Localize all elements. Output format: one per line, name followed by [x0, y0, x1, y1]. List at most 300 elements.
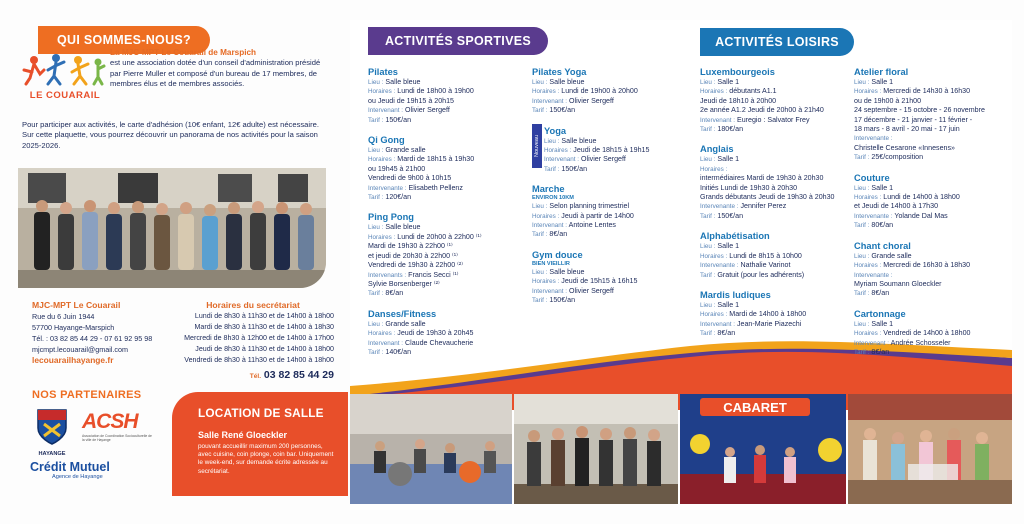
activity-row	[368, 146, 528, 155]
row-value: 25€/composition	[871, 153, 924, 162]
row-value: Selon planning trimestriel	[549, 202, 630, 211]
row-label: Tarif :	[368, 348, 384, 356]
row-value: 150€/an	[549, 296, 576, 305]
activity-row	[854, 116, 1004, 125]
row-value: Sylvie Borsenberger ⁽²⁾	[368, 279, 440, 288]
row-value: Grande salle	[385, 146, 426, 155]
activity-row	[544, 137, 692, 146]
credit-mutuel-logo	[30, 460, 140, 490]
row-label: Horaires :	[700, 165, 728, 173]
activity-row	[854, 221, 1004, 230]
activity-block	[532, 249, 692, 306]
row-label: Intervenant :	[854, 339, 890, 347]
row-value: Vendredi de 19h30 à 22h00 ⁽²⁾	[368, 261, 463, 270]
hours-line: Vendredi de 8h30 à 11h30 et de 14h00 à 18h00	[184, 356, 334, 364]
row-value: Jean-Marie Piazechi	[737, 319, 802, 328]
activity-block	[700, 289, 850, 339]
row-label: Horaires :	[700, 252, 728, 260]
activity-title: Pilates	[368, 67, 398, 77]
couarail-logo	[20, 50, 120, 110]
activity-subtitle: ENVIRON 10KM	[532, 195, 574, 202]
row-label: Intervenante :	[854, 135, 893, 143]
activity-row	[532, 221, 692, 230]
row-label: Tarif :	[544, 165, 560, 173]
row-label: Tarif :	[532, 107, 548, 115]
row-label: Tarif :	[368, 116, 384, 124]
row-label: Horaires :	[368, 88, 396, 96]
activity-block	[700, 230, 850, 280]
row-value: 150€/an	[717, 211, 744, 220]
row-label: Tarif :	[854, 348, 870, 356]
logo-text: LE COUARAIL	[29, 90, 101, 101]
row-label: Intervenant :	[700, 320, 736, 328]
activity-row	[700, 106, 850, 115]
row-value: 150€/an	[385, 115, 412, 124]
row-value: Andrée Schosseler	[890, 338, 951, 347]
activity-row	[700, 125, 850, 134]
activity-row	[368, 165, 528, 174]
row-value: Claude Chevaucherie	[405, 338, 474, 347]
activity-row	[854, 134, 1004, 143]
activity-row	[532, 268, 692, 277]
hayange-crest-logo	[32, 406, 72, 457]
row-label: Tarif :	[532, 297, 548, 305]
activity-row	[854, 261, 1004, 270]
activity-title: Chant choral	[854, 240, 911, 251]
photo-kids	[848, 394, 1012, 504]
row-label: Horaires :	[700, 311, 728, 319]
row-value: Elisabeth Pellenz	[408, 183, 463, 192]
intro-membership: Pour participer aux activités, le carte d'adhésion (10€ enfant, 12€ adulte) est nécessaire. Sur cette plaquette, vous pourrez découvrir un panorama de nos activités pour la saison 2025-2026.	[22, 120, 319, 150]
activity-row	[368, 233, 528, 242]
row-value: Vendredi de 14h00 à 18h00	[883, 329, 971, 338]
row-label: Intervenant :	[700, 116, 736, 124]
row-label: Tarif :	[368, 194, 384, 202]
row-label: Lieu :	[700, 156, 716, 164]
activity-row	[854, 184, 1004, 193]
activity-row	[532, 230, 692, 239]
partners-title: NOS PARTENAIRES	[32, 389, 142, 401]
row-label: Lieu :	[700, 301, 716, 309]
activity-row	[854, 144, 1004, 153]
row-value: Grande salle	[385, 319, 426, 328]
activity-block	[532, 125, 692, 175]
activity-row	[854, 202, 1004, 211]
activity-row	[368, 280, 528, 289]
activity-row	[368, 289, 528, 298]
activity-block	[854, 172, 1004, 231]
activity-row	[368, 252, 528, 261]
activity-row	[532, 277, 692, 286]
activity-block	[368, 66, 528, 125]
activity-row	[532, 78, 692, 87]
row-value: Salle 1	[717, 300, 740, 309]
row-label: Intervenante :	[854, 271, 893, 279]
row-value: Jennifer Perez	[740, 202, 787, 211]
row-label: Lieu :	[544, 137, 560, 145]
activity-row	[854, 252, 1004, 261]
row-label: Intervenant :	[532, 97, 568, 105]
row-value: Salle 1	[717, 242, 740, 251]
row-value: Salle bleue	[385, 223, 421, 232]
activity-row	[368, 87, 528, 96]
activity-subtitle: BIEN VIEILLIR	[532, 260, 570, 267]
hours-line: Mardi de 8h30 à 11h30 et de 14h00 à 18h30	[194, 323, 334, 331]
activity-row	[854, 320, 1004, 329]
activity-row	[368, 261, 528, 270]
activity-title: Gym douce	[532, 249, 583, 260]
row-value: 8€/an	[871, 289, 890, 298]
row-value: Salle 1	[871, 78, 894, 86]
row-value: Mercredi de 16h30 à 18h30	[883, 261, 971, 270]
row-value: Salle bleue	[385, 78, 421, 86]
row-value: 80€/an	[871, 221, 894, 230]
hours-line: Jeudi de 8h30 à 11h30 et de 14h00 à 18h00	[195, 345, 334, 353]
row-value: Mardi de 18h15 à 19h30	[397, 155, 475, 164]
activity-row	[700, 97, 850, 106]
hayange-label: HAYANGE	[38, 451, 66, 457]
row-value: 180€/an	[717, 125, 744, 134]
activity-row	[368, 339, 528, 348]
row-value: Olivier Sergeff	[569, 96, 614, 105]
row-value: Gratuit (pour les adhérents)	[717, 270, 805, 279]
row-value: 17 décembre - 21 janvier - 11 février -	[854, 115, 973, 124]
activity-row	[532, 296, 692, 305]
activity-row	[544, 146, 692, 155]
acsh-text: ACSH	[82, 410, 138, 433]
row-label: Lieu :	[700, 79, 716, 86]
row-value: Lundi de 8h15 à 10h00	[729, 251, 802, 260]
activity-row	[700, 184, 850, 193]
activity-row	[700, 78, 850, 87]
row-label: Horaires :	[544, 147, 572, 155]
row-value: Mercredi de 14h30 à 16h30	[883, 87, 971, 96]
row-value: intermédiaires Mardi de 19h30 à 20h30	[700, 174, 824, 183]
activity-row	[700, 261, 850, 270]
activity-block	[700, 66, 850, 134]
row-value: ou Jeudi de 19h15 à 20h15	[368, 96, 454, 105]
activity-row	[532, 202, 692, 211]
activity-row	[368, 78, 528, 87]
activity-title: Pilates Yoga	[532, 67, 587, 77]
row-label: Intervenant :	[532, 287, 568, 295]
activity-row	[544, 165, 692, 174]
activity-block	[368, 211, 528, 298]
row-value: 8€/an	[549, 230, 568, 239]
activity-title: Cartonnage	[854, 308, 906, 319]
row-value: Initiés Lundi de 19h30 à 20h30	[700, 183, 798, 192]
location-name: Salle René Gloeckler	[198, 430, 288, 440]
row-label: Intervenant :	[544, 156, 580, 164]
activity-row	[544, 155, 692, 164]
activity-title: Atelier floral	[854, 67, 909, 77]
activity-row	[700, 301, 850, 310]
row-value: Mardi de 19h30 à 22h00 ⁽¹⁾	[368, 242, 453, 251]
contact-line: 57700 Hayange-Marspich	[32, 323, 115, 332]
acsh-sub: Association de Coordination Socioculturelle de la ville de Hayange	[82, 434, 152, 442]
row-value: 8€/an	[717, 329, 736, 338]
row-value: 24 septembre - 15 octobre - 26 novembre	[854, 106, 985, 115]
row-value: Olivier Sergeff	[569, 286, 614, 295]
row-label: Lieu :	[368, 320, 384, 328]
row-value: Salle bleue	[549, 267, 585, 276]
intro-body: est une association dotée d'un conseil d'administration présidé par Pierre Muller et composé d'un bureau de 17 membres, de membres élus et de membres associés.	[110, 58, 321, 88]
row-value: Salle bleue	[561, 136, 597, 145]
activity-title: Anglais	[700, 144, 734, 155]
row-value: 8€/an	[385, 289, 404, 298]
row-value: Jeudi de 15h15 à 16h15	[561, 277, 638, 286]
activity-row	[854, 106, 1004, 115]
activity-title: Alphabétisation	[700, 231, 770, 242]
row-value: Lundi de 19h00 à 20h00	[561, 87, 638, 96]
activity-row	[700, 193, 850, 202]
row-label: Lieu :	[368, 224, 384, 232]
activity-block	[368, 308, 528, 358]
row-label: Tarif :	[700, 271, 716, 279]
row-value: Salle bleue	[549, 78, 585, 86]
activity-title: Yoga	[544, 125, 567, 136]
hours-line: Mercredi de 8h30 à 12h00 et de 14h00 à 17h00	[184, 334, 334, 342]
row-value: Olivier Sergeff	[581, 155, 626, 164]
row-value: ou de 19h00 à 21h00	[854, 96, 922, 105]
credit-mutuel-text: Crédit Mutuel	[30, 460, 110, 474]
row-label: Tarif :	[532, 231, 548, 239]
activity-row	[700, 87, 850, 96]
row-value: débutants A1.1	[729, 87, 777, 96]
row-value: 150€/an	[561, 164, 588, 173]
row-value: Mardi de 14h00 à 18h00	[729, 310, 807, 319]
row-label: Intervenant :	[532, 222, 568, 230]
activites-sportives-header: ACTIVITÉS SPORTIVES	[368, 27, 548, 55]
row-value: Salle 1	[871, 183, 894, 192]
photo-cabaret	[680, 394, 846, 504]
row-label: Horaires :	[532, 88, 560, 96]
row-value: 150€/an	[549, 106, 576, 115]
sport-column-1	[368, 66, 528, 366]
row-label: Horaires :	[368, 233, 396, 241]
row-label: Horaires :	[854, 330, 882, 338]
activity-row	[854, 193, 1004, 202]
activity-row	[368, 97, 528, 106]
activity-block	[854, 240, 1004, 299]
hours-phone	[172, 370, 334, 382]
row-value: Jeudi à partir de 14h00	[561, 211, 634, 220]
activity-row	[854, 97, 1004, 106]
row-label: Intervenants :	[368, 271, 407, 279]
row-label: Tarif :	[700, 126, 716, 134]
activity-row	[700, 116, 850, 125]
sport-column-2	[532, 66, 692, 315]
row-label: Tarif :	[854, 290, 870, 298]
hours-title: Horaires du secrétariat	[206, 300, 300, 310]
activity-row	[700, 165, 850, 174]
hours-block	[172, 299, 334, 382]
row-value: et jeudi de 20h30 à 22h00 ⁽¹⁾	[368, 251, 458, 260]
activity-row	[532, 287, 692, 296]
activity-row	[368, 348, 528, 357]
activity-row	[368, 155, 528, 164]
row-label: Lieu :	[854, 252, 870, 260]
row-label: Lieu :	[532, 79, 548, 86]
contact-email[interactable]: mjcmpt.lecouarail@gmail.com	[32, 345, 128, 354]
activity-row	[854, 271, 1004, 280]
activity-row	[700, 271, 850, 280]
activity-title: Ping Pong	[368, 212, 414, 223]
activity-row	[854, 153, 1004, 162]
row-value: Lundi de 20h00 à 22h00 ⁽¹⁾	[397, 232, 482, 241]
credit-mutuel-sub: Agence de Hayange	[52, 474, 103, 480]
activity-row	[368, 242, 528, 251]
row-value: Salle 1	[717, 78, 740, 86]
row-value: Myriam Soumann Gloeckler	[854, 279, 942, 288]
photo-fitness	[350, 394, 512, 504]
row-value: Francis Secci ⁽¹⁾	[408, 270, 459, 279]
row-label: Tarif :	[854, 154, 870, 162]
row-label: Lieu :	[854, 320, 870, 328]
row-label: Horaires :	[700, 88, 728, 96]
activity-row	[854, 348, 1004, 357]
row-value: 8€/an	[871, 347, 890, 356]
qui-sommes-nous-header: QUI SOMMES-NOUS?	[38, 26, 210, 54]
contact-title: MJC-MPT Le Couarail	[32, 300, 121, 310]
activity-block	[854, 308, 1004, 358]
activity-row	[368, 193, 528, 202]
row-value: Grande salle	[871, 251, 912, 260]
activity-title: Marche	[532, 184, 565, 195]
row-value: Salle 1	[871, 319, 894, 328]
row-label: Horaires :	[532, 278, 560, 286]
contact-line: Tél. : 03 82 85 44 29 - 07 61 92 95 98	[32, 334, 153, 343]
cabaret-sign: CABARET	[723, 400, 787, 415]
location-title: LOCATION DE SALLE	[198, 406, 324, 420]
website-link[interactable]: lecouarailhayange.fr	[32, 355, 114, 365]
activity-row	[854, 289, 1004, 298]
activity-row	[368, 116, 528, 125]
row-label: Intervenant :	[368, 107, 404, 115]
row-value: 2e année A1.2 Jeudi de 20h00 à 21h40	[700, 106, 824, 115]
tel-label: Tél.	[249, 373, 261, 380]
activity-row	[532, 212, 692, 221]
activity-row	[854, 125, 1004, 134]
activity-block	[854, 66, 1004, 163]
row-label: Intervenante :	[368, 184, 407, 192]
activity-row	[368, 184, 528, 193]
row-value: Nathalie Varinot	[740, 261, 791, 270]
activity-row	[854, 329, 1004, 338]
contact-block	[32, 299, 172, 366]
row-label: Intervenante :	[700, 262, 739, 270]
activity-title: Mardis ludiques	[700, 289, 771, 300]
activity-row	[532, 106, 692, 115]
row-label: Lieu :	[368, 147, 384, 155]
location-desc: pouvant accueillir maximum 200 personnes, avec cuisine, coin plonge, coin bar. Uniquement le week-end, sur demande écrite adressée au secrétariat.	[198, 443, 334, 475]
location-salle-block	[172, 392, 348, 496]
intro-lead: La MJC-MPT Le Couarail de Marspich	[110, 48, 257, 57]
photo-strip	[350, 394, 1012, 504]
row-value: Lundi de 18h00 à 19h00	[397, 87, 474, 96]
activity-row	[700, 242, 850, 251]
row-label: Intervenante :	[854, 212, 893, 220]
activity-row	[854, 212, 1004, 221]
activity-title: Danses/Fitness	[368, 308, 437, 319]
activity-row	[700, 252, 850, 261]
row-label: Lieu :	[854, 79, 870, 86]
group-photo	[18, 168, 326, 288]
row-value: Yolande Dal Mas	[894, 211, 948, 220]
acsh-logo	[82, 410, 154, 450]
activity-row	[700, 174, 850, 183]
activity-row	[854, 87, 1004, 96]
activity-row	[368, 271, 528, 280]
row-label: Intervenante :	[700, 203, 739, 211]
activity-block	[532, 66, 692, 116]
activity-row	[700, 320, 850, 329]
row-value: Antoine Lentes	[568, 221, 616, 230]
activity-row	[700, 155, 850, 164]
hours-line: Lundi de 8h30 à 11h30 et de 14h00 à 18h00	[194, 312, 334, 320]
row-label: Horaires :	[368, 156, 396, 164]
row-label: Tarif :	[368, 290, 384, 298]
row-label: Horaires :	[368, 330, 396, 338]
row-label: Horaires :	[532, 212, 560, 220]
row-value: Euregio : Salvator Frey	[737, 115, 810, 124]
row-value: 140€/an	[385, 347, 412, 356]
activity-row	[368, 223, 528, 232]
row-label: Lieu :	[368, 79, 384, 86]
loisirs-column-2	[854, 66, 1004, 366]
row-value: Jeudi de 19h30 à 20h45	[397, 329, 474, 338]
row-label: Lieu :	[700, 243, 716, 251]
row-value: Lundi de 14h00 à 18h00	[883, 193, 960, 202]
row-value: Grands débutants Jeudi de 19h30 à 20h30	[700, 193, 835, 202]
activity-row	[368, 106, 528, 115]
row-value: 120€/an	[385, 193, 412, 202]
photo-group-hall	[514, 394, 678, 504]
activity-title: Luxembourgeois	[700, 67, 775, 77]
activity-row	[368, 320, 528, 329]
activity-row	[854, 280, 1004, 289]
row-value: ou 19h45 à 21h00	[368, 164, 426, 173]
row-label: Lieu :	[532, 203, 548, 211]
activites-loisirs-header: ACTIVITÉS LOISIRS	[700, 28, 854, 56]
row-label: Horaires :	[854, 194, 882, 202]
row-label: Tarif :	[854, 222, 870, 230]
row-label: Horaires :	[854, 262, 882, 270]
row-label: Tarif :	[700, 330, 716, 338]
phone-number[interactable]: 03 82 85 44 29	[263, 369, 334, 381]
row-label: Intervenant :	[368, 339, 404, 347]
activity-title: Couture	[854, 172, 890, 183]
row-label: Horaires :	[854, 88, 882, 96]
row-value: 18 mars - 8 avril - 20 mai - 17 juin	[854, 125, 960, 134]
activity-row	[532, 87, 692, 96]
activity-block	[700, 143, 850, 221]
activity-block	[368, 134, 528, 202]
activity-row	[700, 310, 850, 319]
intro-text	[110, 48, 324, 89]
nouveau-tag: Nouveau	[532, 124, 542, 168]
row-value: Olivier Sergeff	[405, 106, 450, 115]
activity-row	[700, 202, 850, 211]
activity-block	[532, 183, 692, 240]
row-value: et Jeudi de 14h00 à 17h30	[854, 202, 939, 211]
loisirs-column-1	[700, 66, 850, 348]
activity-title: Qi Gong	[368, 135, 405, 146]
row-label: Tarif :	[700, 212, 716, 220]
row-value: Jeudi de 18h15 à 19h15	[573, 146, 650, 155]
row-value: Vendredi de 9h00 à 10h15	[368, 174, 452, 183]
activity-row	[700, 329, 850, 338]
